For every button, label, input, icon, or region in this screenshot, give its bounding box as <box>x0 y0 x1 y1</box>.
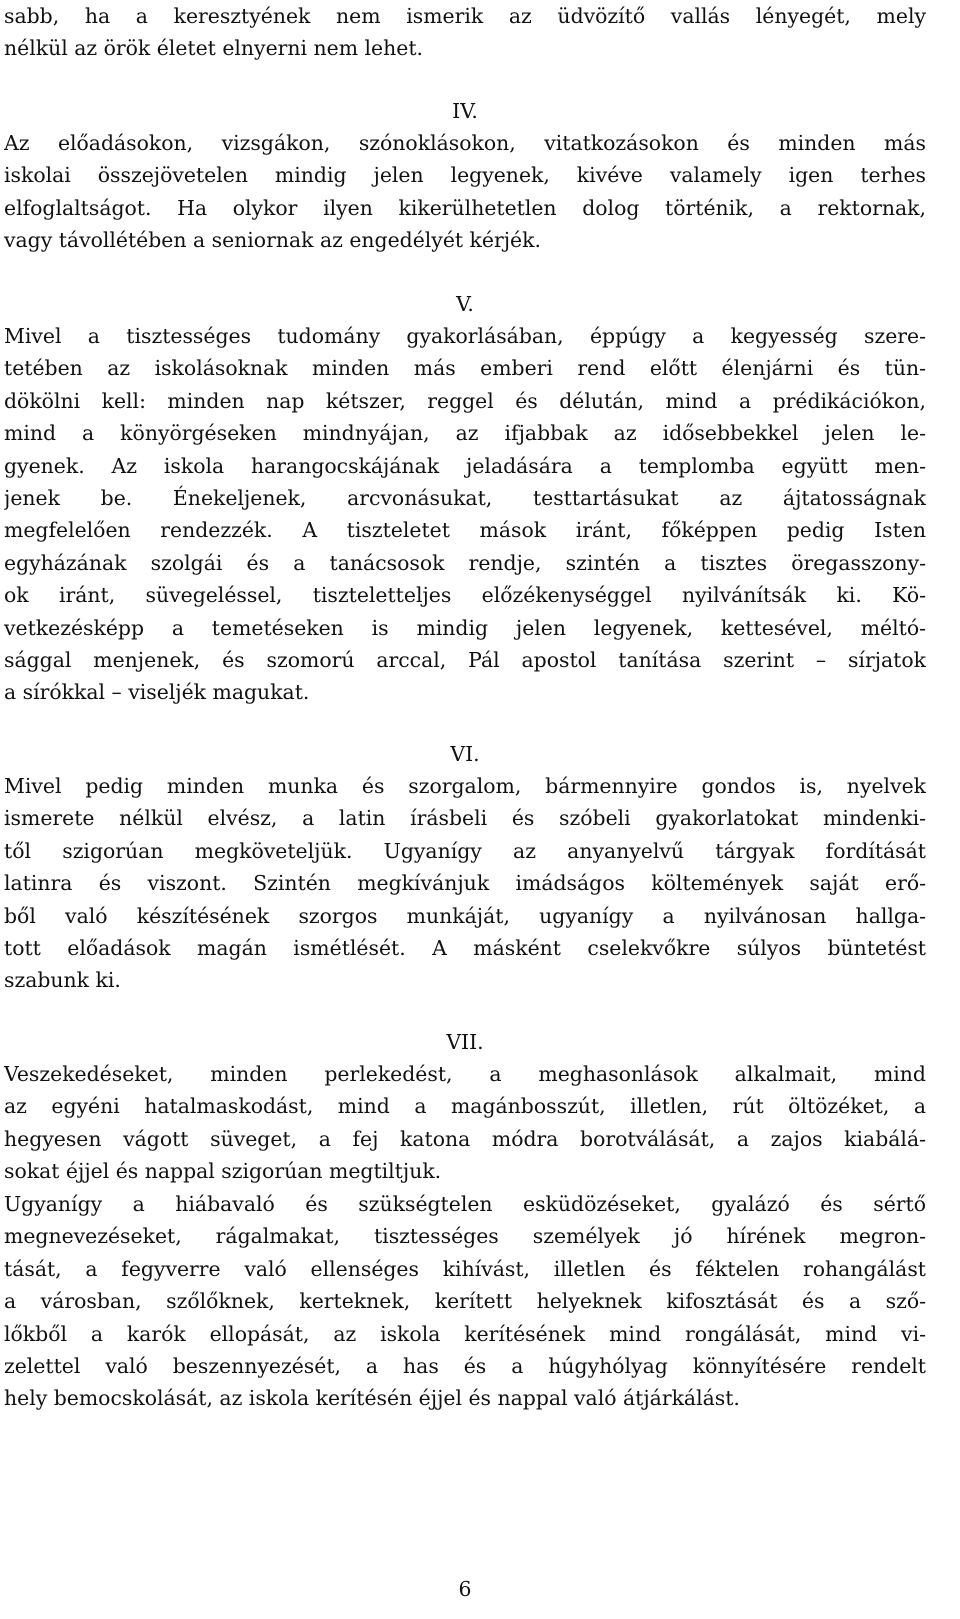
text-line: tott előadások magán ismétlését. A másként cselekvőkre súlyos büntetést <box>4 935 926 960</box>
section-heading-v: V. <box>456 292 474 316</box>
text-line: nélkül az örök életet elnyerni nem lehet. <box>4 36 423 61</box>
text-line: dökölni kell: minden nap kétszer, reggel és délután, mind a prédikációkon, <box>4 388 926 413</box>
text-line: vagy távollétében a seniornak az engedélyét kérjék. <box>4 228 541 253</box>
text-line: hegyesen vágott süveget, a fej katona módra borotválását, a zajos kiabálá- <box>4 1126 926 1151</box>
page-number: 6 <box>458 1577 472 1601</box>
text-line: a sírókkal – viseljék magukat. <box>4 680 310 705</box>
section-heading-iv: IV. <box>452 99 478 123</box>
text-line: iskolai összejövetelen mindig jelen legyenek, kivéve valamely igen terhes <box>4 163 926 188</box>
text-line: sokat éjjel és nappal szigorúan megtiltjuk. <box>4 1159 442 1184</box>
text-line: sággal menjenek, és szomorú arccal, Pál apostol tanítása szerint – sírjatok <box>4 647 926 672</box>
text-line: Az előadásokon, vizsgákon, szónoklásokon, vitatkozásokon és minden más <box>4 131 926 155</box>
text-line: elfoglaltságot. Ha olykor ilyen kikerülhetetlen dolog történik, a rektornak, <box>4 195 926 220</box>
text-line: megnevezéseket, rágalmakat, tisztességes személyek jó hírének megron- <box>4 1224 926 1249</box>
text-line: ismerete nélkül elvész, a latin írásbeli és szóbeli gyakorlatokat mindenki- <box>4 806 926 831</box>
section-v-paragraph <box>4 320 926 709</box>
intro-paragraph <box>4 0 926 65</box>
text-line: tását, a fegyverre való ellenséges kihívást, illetlen és féktelen rohangálást <box>4 1256 926 1281</box>
text-line: Veszekedéseket, minden perlekedést, a meghasonlások alkalmait, mind <box>4 1062 926 1086</box>
text-line: az egyéni hatalmaskodást, mind a magánbosszút, illetlen, rút öltözéket, a <box>4 1094 926 1119</box>
text-line: lőkből a karók ellopását, az iskola kerítésének mind rongálását, mind vi- <box>4 1321 926 1346</box>
text-line: sabb, ha a keresztyének nem ismerik az üdvözítő vallás lényegét, mely <box>4 4 926 28</box>
text-line: mind a könyörgéseken mindnyájan, az ifjabbak az idősebbekkel jelen le- <box>4 421 926 446</box>
text-line: gyenek. Az iskola harangocskájának jeladására a templomba együtt men- <box>4 453 926 478</box>
text-line: jenek be. Énekeljenek, arcvonásukat, testtartásukat az ájtatosságnak <box>4 485 926 510</box>
text-line: Mivel pedig minden munka és szorgalom, bármennyire gondos is, nyelvek <box>4 774 926 798</box>
text-line: től szigorúan megköveteljük. Ugyanígy az anyanyelvű tárgyak fordítását <box>4 838 926 863</box>
section-vii-paragraph-2 <box>4 1188 926 1415</box>
section-vi-paragraph <box>4 770 926 997</box>
text-line: ok iránt, süvegeléssel, tiszteletteljes előzékenységgel nyilvánítsák ki. Kö- <box>4 583 926 608</box>
text-line: tetében az iskolásoknak minden más emberi rend előtt élenjárni és tün- <box>4 356 926 381</box>
text-line: latinra és viszont. Szintén megkívánjuk imádságos költemények saját erő- <box>4 871 926 896</box>
text-line: Mivel a tisztességes tudomány gyakorlásában, éppúgy a kegyesség szere- <box>4 324 926 348</box>
text-line: szabunk ki. <box>4 968 121 993</box>
text-line: a városban, szőlőknek, kerteknek, kerített helyeknek kifosztását és a sző- <box>4 1289 926 1314</box>
section-iv-paragraph <box>4 127 926 257</box>
text-line: vetkezésképp a temetéseken is mindig jelen legyenek, kettesével, méltó- <box>4 615 926 640</box>
section-heading-vii: VII. <box>446 1030 484 1054</box>
text-line: Ugyanígy a hiábavaló és szükségtelen esküdözéseket, gyalázó és sértő <box>4 1192 926 1216</box>
text-line: hely bemocskolását, az iskola kerítésén éjjel és nappal való átjárkálást. <box>4 1386 740 1411</box>
text-line: zelettel való beszennyezését, a has és a húgyhólyag könnyítésére rendelt <box>4 1353 926 1378</box>
text-line: megfelelően rendezzék. A tiszteletet mások iránt, főképpen pedig Isten <box>4 518 926 543</box>
text-line: ből való készítésének szorgos munkáját, ugyanígy a nyilvánosan hallga- <box>4 903 926 928</box>
text-line: egyházának szolgái és a tanácsosok rendje, szintén a tisztes öregasszony- <box>4 550 926 575</box>
section-heading-vi: VI. <box>450 742 480 766</box>
section-vii-paragraph-1 <box>4 1058 926 1188</box>
